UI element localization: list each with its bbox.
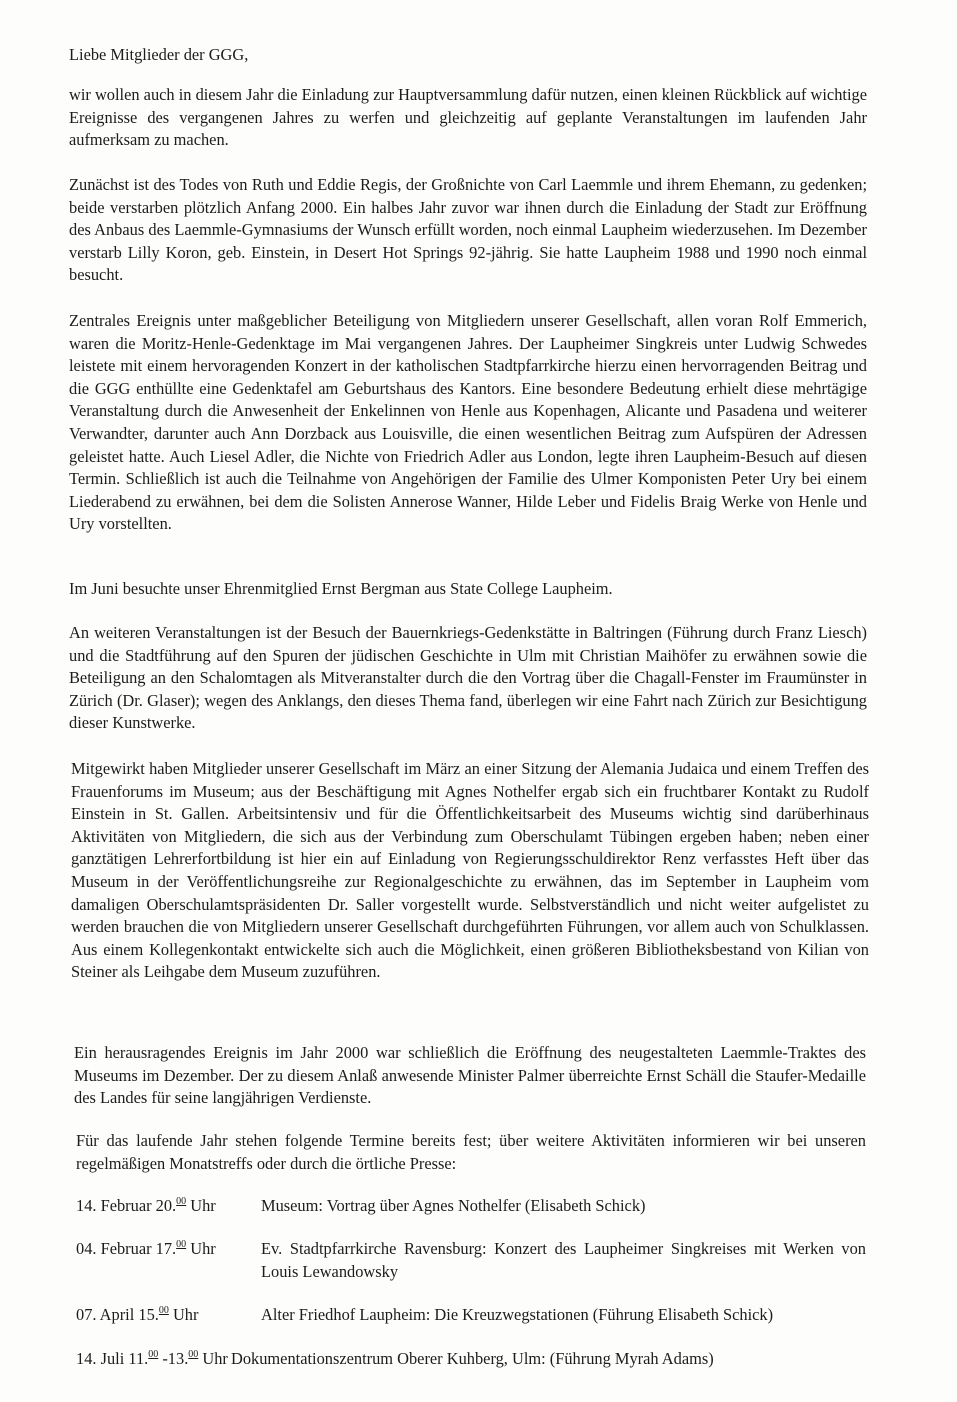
paragraph-museum-opening: Ein herausragendes Ereignis im Jahr 2000 war schließlich die Eröffnung des neugestalteten Laemmle-Traktes des Museums im Dezember. Der zu diesem Anlaß anwesende Minister Palmer überreichte Ernst Schäll die Staufer-Medaille des Landes für seine langjährigen Verdienste. — [74, 1043, 866, 1108]
event-row — [76, 1238, 866, 1283]
event-description: Museum: Vortrag über Agnes Nothelfer (Elisabeth Schick) — [261, 1196, 646, 1215]
event-row — [76, 1304, 866, 1327]
event-date: 14. Juli 11.00 -13.00 Uhr — [76, 1348, 228, 1368]
event-row — [76, 1195, 866, 1218]
paragraph-henle-memorial-days: Zentrales Ereignis unter maßgeblicher Beteiligung von Mitgliedern unserer Gesellschaft, allen voran Rolf Emmerich, waren die Moritz-Henle-Gedenktage im Mai vergangenen Jahres. Der Laupheimer Singkreis unter Ludwig Schwedes leistete mit einem hervoragenden Konzert in der katholischen Stadtpfarrkirche hierzu einen hervorragenden Beitrag und die GGG enthüllte eine Gedenktafel am Geburtshaus des Kantors. Eine besondere Bedeutung erhielt diese mehrtägige Veranstaltung durch die Anwesenheit der Enkelinnen von Henle aus Kopenhagen, Alicante und Pasadena und weiterer Verwandter, darunter auch Ann Dorzback aus Louisville, die einen wesentlichen Beitrag zum Aufspüren der Adressen geleistet hatte. Auch Liesel Adler, die Nichte von Friedrich Adler aus London, legte ihren Laupheim-Besuch auf diesen Termin. Schließlich ist auch die Teilnahme von Angehörigen der Familie des Ulmer Komponisten Peter Ury bei einem Liederabend zu erwähnen, bei dem die Solisten Annerose Wanner, Hilde Leber und Fidelis Braig Werke von Henle und Ury vorstellten. — [69, 311, 867, 534]
event-date: 04. Februar 17.00 Uhr — [76, 1238, 216, 1258]
paragraph-upcoming-dates-intro: Für das laufende Jahr stehen folgende Termine bereits fest; über weitere Aktivitäten informieren wir bei unseren regelmäßigen Monatstreffs oder durch die örtliche Presse: — [76, 1131, 866, 1173]
letter-salutation: Liebe Mitglieder der GGG, — [69, 45, 249, 64]
event-description: Ev. Stadtpfarrkirche Ravensburg: Konzert des Laupheimer Singkreises mit Werken von Louis Lewandowsky — [261, 1239, 866, 1281]
event-row — [76, 1348, 866, 1371]
paragraph-obituaries: Zunächst ist des Todes von Ruth und Eddie Regis, der Großnichte von Carl Laemmle und ihrem Ehemann, zu gedenken; beide verstarben plötzlich Anfang 2000. Ein halbes Jahr zuvor war ihnen durch die Einladung der Stadt zur Eröffnung des Anbaus des Laemmle-Gymnasiums der Wunsch erfüllt worden, noch einmal Laupheim wiederzusehen. Im Dezember verstarb Lilly Koron, geb. Einstein, in Desert Hot Springs 92-jährig. Sie hatte Laupheim 1988 und 1990 noch einmal besucht. — [69, 175, 867, 285]
event-description: Alter Friedhof Laupheim: Die Kreuzwegstationen (Führung Elisabeth Schick) — [261, 1305, 774, 1324]
event-description: Dokumentationszentrum Oberer Kuhberg, Ulm: (Führung Myrah Adams) — [231, 1349, 714, 1368]
event-date: 14. Februar 20.00 Uhr — [76, 1195, 216, 1215]
paragraph-intro: wir wollen auch in diesem Jahr die Einladung zur Hauptversammlung dafür nutzen, einen kleinen Rückblick auf wichtige Ereignisse des vergangenen Jahres zu werfen und gleichzeitig auf geplante Veranstaltungen im laufenden Jahr aufmerksam zu machen. — [69, 85, 867, 150]
paragraph-further-events: An weiteren Veranstaltungen ist der Besuch der Bauernkriegs-Gedenkstätte in Baltringen (Führung durch Franz Liesch) und die Stadtführung auf den Spuren der jüdischen Geschichte in Ulm mit Christian Maihöfer zu erwähnen sowie die Beteiligung an den Schalomtagen als Mitveranstalter durch die den Vortrag über die Chagall-Fenster im Fraumünster in Zürich (Dr. Glaser); wegen des Anklangs, den dieses Thema fand, überlegen wir eine Fahrt nach Zürich zur Besichtigung dieser Kunstwerke. — [69, 623, 867, 733]
event-date: 07. April 15.00 Uhr — [76, 1304, 199, 1324]
paragraph-member-activities: Mitgewirkt haben Mitglieder unserer Gesellschaft im März an einer Sitzung der Alemania Judaica und einem Treffen des Frauenforums im Museum; aus der Beschäftigung mit Agnes Nothelfer ergab sich ein fruchtbarer Kontakt zu Rudolf Einstein in St. Gallen. Arbeitsintensiv und für die Öffentlichkeitsarbeit des Museums wichtig sind darüberhinaus Aktivitäten von Mitgliedern, die sich aus der Verbindung zum Oberschulamt Tübingen ergeben haben; neben einer ganztätigen Lehrerfortbildung ist hier ein auf Einladung von Regierungsschuldirektor Renz verfasstes Heft über das Museum in der Veröffentlichungsreihe zur Regionalgeschichte zu erwähnen, das im September in Laupheim vom damaligen Oberschulamtspräsidenten Dr. Saller vorgestellt wurde. Selbstverständlich und nicht weiter aufgelistet zu werden brauchen die von Mitgliedern unserer Gesellschaft durchgeführten Führungen, vor allem auch von Schulklassen. Aus einem Kollegenkontakt entwickelte sich auch die Möglichkeit, einen größeren Bibliotheksbestand von Kilian von Steiner als Leihgabe dem Museum zuzuführen. — [71, 759, 869, 982]
paragraph-bergman-visit: Im Juni besuchte unser Ehrenmitglied Ernst Bergman aus State College Laupheim. — [69, 579, 613, 598]
